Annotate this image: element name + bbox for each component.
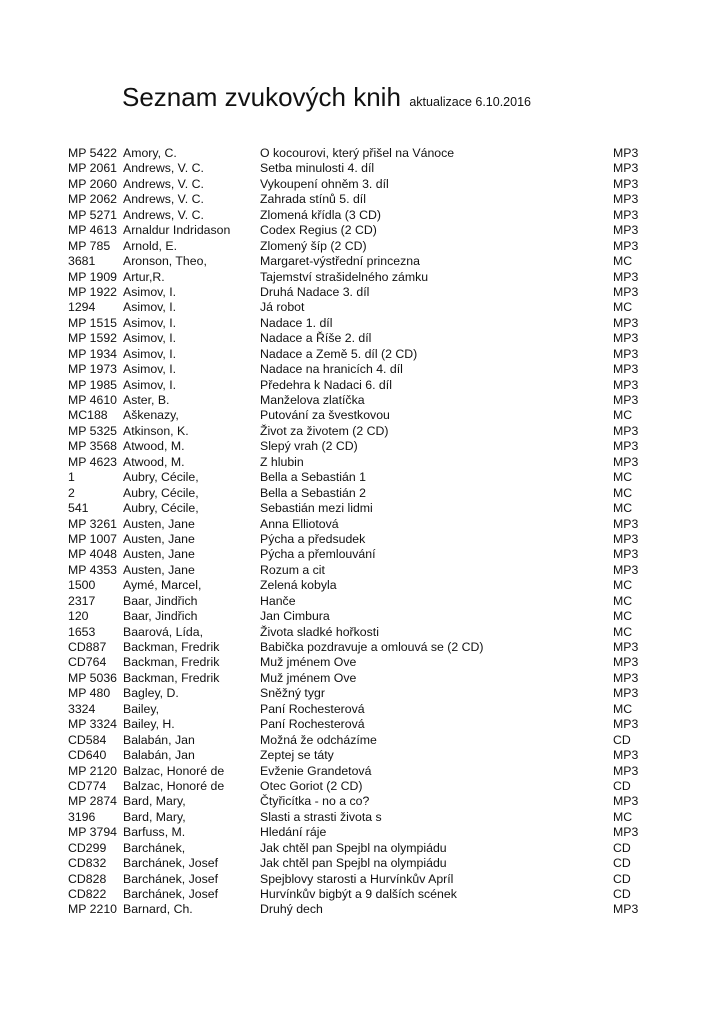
item-author: Aronson, Theo, [123,254,207,269]
item-format: MC [613,501,633,516]
item-author: Amory, C. [123,146,177,160]
list-item [68,825,668,840]
item-author: Barchánek, Josef [123,871,219,886]
item-code: CD584 [68,732,107,747]
item-title: Spejblovy starosti a Hurvínkův Apríl [260,871,454,886]
item-code: MP 4623 [68,454,117,469]
item-title: Života sladké hořkosti [260,624,379,639]
item-author: Balabán, Jan [123,748,195,763]
item-author: Atkinson, K. [123,423,189,438]
item-format: MP3 [613,176,639,191]
item-title: Evženie Grandetová [260,763,372,778]
item-format: MP3 [613,331,639,346]
item-title: Druhá Nadace 3. díl [260,284,370,299]
audiobook-list [68,146,668,918]
item-author: Barchánek, [123,840,186,855]
list-item [68,239,668,254]
item-format: MC [613,254,633,269]
item-title: Hurvínkův bigbýt a 9 dalších scének [260,887,457,901]
item-author: Baarová, Lída, [123,624,203,639]
item-title: Možná že odcházíme [260,732,377,747]
item-author: Bailey, [123,701,159,716]
item-author: Andrews, V. C. [123,207,204,222]
list-item [68,671,668,686]
list-item [68,470,668,485]
item-code: 3681 [68,254,96,269]
item-author: Austen, Jane [123,531,195,546]
item-code: CD299 [68,840,107,855]
item-author: Arnaldur Indridason [123,223,231,238]
item-format: MP3 [613,207,639,222]
item-title: Otec Goriot (2 CD) [260,778,363,793]
list-item [68,872,668,887]
list-item [68,177,668,192]
list-item [68,161,668,176]
item-title: Codex Regius (2 CD) [260,223,377,238]
item-format: MC [613,470,633,485]
item-title: Nadace a Říše 2. díl [260,331,372,346]
list-item [68,347,668,362]
list-item [68,331,668,346]
list-item [68,779,668,794]
item-code: CD640 [68,748,107,763]
item-title: Rozum a cit [260,562,325,577]
item-code: MP 1985 [68,377,117,392]
item-author: Bailey, H. [123,717,175,732]
item-code: 1 [68,470,75,485]
page-title [122,82,531,113]
item-title: Sebastián mezi lidmi [260,501,373,516]
item-format: MP3 [613,562,639,577]
item-title: Tajemství strašidelného zámku [260,269,429,284]
item-format: MP3 [613,516,639,531]
item-code: MP 1007 [68,531,117,546]
item-author: Bagley, D. [123,686,179,701]
item-code: MP 5422 [68,146,117,160]
item-code: MP 3794 [68,825,117,840]
item-format: MP3 [613,284,639,299]
list-item [68,841,668,856]
list-item [68,686,668,701]
item-format: MP3 [613,362,639,377]
list-item [68,794,668,809]
list-item [68,439,668,454]
item-format: MP3 [613,547,639,562]
item-title: Bella a Sebastián 1 [260,470,366,485]
item-code: MP 5325 [68,423,117,438]
item-author: Barchánek, Josef [123,887,219,901]
item-format: CD [613,871,631,886]
item-author: Barfuss, M. [123,825,186,840]
list-item [68,517,668,532]
item-format: MC [613,701,633,716]
item-author: Baar, Jindřich [123,609,198,624]
item-format: MP3 [613,423,639,438]
item-code: 3196 [68,809,96,824]
item-code: CD887 [68,640,107,654]
list-item [68,270,668,285]
item-title: Zlomená křídla (3 CD) [260,207,381,222]
item-code: 1653 [68,624,96,639]
item-code: CD832 [68,856,107,871]
item-code: 120 [68,609,89,624]
item-format: MC [613,809,633,824]
list-item [68,223,668,238]
item-title: Slepý vrah (2 CD) [260,439,358,454]
list-item [68,192,668,207]
item-author: Asimov, I. [123,284,177,299]
item-code: MC188 [68,408,108,423]
item-author: Aubry, Cécile, [123,485,199,500]
item-format: MP3 [613,640,639,654]
item-author: Austen, Jane [123,516,195,531]
item-title: Jak chtěl pan Spejbl na olympiádu [260,856,447,871]
item-author: Asimov, I. [123,362,177,377]
item-code: MP 4048 [68,547,117,562]
item-title: Babička pozdravuje a omlouvá se (2 CD) [260,640,484,654]
item-code: CD774 [68,778,107,793]
item-title: Druhý dech [260,902,323,917]
item-format: MC [613,609,633,624]
item-format: MC [613,485,633,500]
item-code: MP 1909 [68,269,117,284]
item-format: MP3 [613,902,639,917]
list-item [68,316,668,331]
item-format: MP3 [613,146,639,160]
item-author: Atwood, M. [123,439,185,454]
item-title: Paní Rochesterová [260,701,365,716]
item-code: MP 2210 [68,902,117,917]
item-code: MP 4610 [68,393,117,407]
item-author: Artur,R. [123,269,165,284]
item-format: MC [613,578,633,593]
item-title: Nadace na hranicích 4. díl [260,362,403,377]
list-item [68,208,668,223]
item-author: Aubry, Cécile, [123,470,199,485]
item-code: MP 3568 [68,439,117,454]
item-code: MP 5271 [68,207,117,222]
item-author: Austen, Jane [123,562,195,577]
item-format: CD [613,887,631,901]
item-code: MP 1592 [68,331,117,346]
item-author: Barnard, Ch. [123,902,193,917]
item-format: MP3 [613,315,639,330]
list-item [68,856,668,871]
list-item [68,408,668,423]
item-format: MP3 [613,439,639,454]
list-item [68,285,668,300]
item-format: MP3 [613,223,639,238]
item-author: Aster, B. [123,393,170,407]
item-code: MP 2061 [68,161,117,176]
item-title: Nadace 1. díl [260,315,333,330]
item-author: Atwood, M. [123,454,185,469]
update-date: aktualizace 6.10.2016 [409,95,531,109]
item-code: CD822 [68,887,107,901]
list-item [68,887,668,902]
item-author: Baar, Jindřich [123,593,198,608]
item-title: Nadace a Země 5. díl (2 CD) [260,346,418,361]
list-item [68,378,668,393]
item-author: Backman, Fredrik [123,655,220,670]
item-format: CD [613,732,631,747]
item-code: MP 2062 [68,192,117,207]
item-format: CD [613,840,631,855]
item-author: Balabán, Jan [123,732,195,747]
item-title: Vykoupení ohněm 3. díl [260,176,389,191]
list-item [68,455,668,470]
item-author: Asimov, I. [123,315,177,330]
item-code: MP 1922 [68,284,117,299]
list-item [68,393,668,408]
item-code: CD828 [68,871,107,886]
item-code: 541 [68,501,89,516]
item-title: Já robot [260,300,305,315]
item-code: MP 1515 [68,315,117,330]
item-author: Andrews, V. C. [123,192,204,207]
list-item [68,563,668,578]
item-title: Zeptej se táty [260,748,334,763]
item-author: Asimov, I. [123,331,177,346]
item-title: Putování za švestkovou [260,408,390,423]
item-author: Austen, Jane [123,547,195,562]
item-author: Balzac, Honoré de [123,778,225,793]
item-code: MP 4353 [68,562,117,577]
item-author: Asimov, I. [123,377,177,392]
item-author: Bard, Mary, [123,809,186,824]
list-item [68,362,668,377]
item-code: MP 3261 [68,516,117,531]
item-format: MP3 [613,531,639,546]
item-title: Muž jménem Ove [260,655,357,670]
item-title: Pýcha a přemlouvání [260,547,376,562]
item-format: MP3 [613,717,639,732]
item-format: MP3 [613,269,639,284]
item-title: Zahrada stínů 5. díl [260,192,366,207]
item-format: MP3 [613,763,639,778]
item-code: MP 5036 [68,670,117,685]
item-format: MC [613,300,633,315]
item-format: MP3 [613,454,639,469]
item-title: Pýcha a předsudek [260,531,366,546]
item-title: Hledání ráje [260,825,327,840]
item-format: MP3 [613,161,639,176]
list-item [68,609,668,624]
item-author: Asimov, I. [123,346,177,361]
item-code: 2 [68,485,75,500]
item-title: Čtyřicítka - no a co? [260,794,370,809]
list-item [68,625,668,640]
item-title: Zlomený šíp (2 CD) [260,238,367,253]
item-format: MP3 [613,393,639,407]
item-author: Andrews, V. C. [123,176,204,191]
item-author: Asimov, I. [123,300,177,315]
item-code: 1294 [68,300,96,315]
item-author: Aymé, Marcel, [123,578,202,593]
item-title: Život za životem (2 CD) [260,423,389,438]
item-title: Anna Elliotová [260,516,339,531]
list-item [68,578,668,593]
list-item [68,501,668,516]
item-code: MP 785 [68,238,111,253]
list-item [68,254,668,269]
item-title: Předehra k Nadaci 6. díl [260,377,392,392]
item-code: CD764 [68,655,107,670]
item-code: MP 2874 [68,794,117,809]
item-title: Zelená kobyla [260,578,337,593]
item-title: Paní Rochesterová [260,717,365,732]
item-format: MC [613,593,633,608]
item-title: Manželova zlatíčka [260,393,365,407]
item-format: MP3 [613,192,639,207]
item-format: MP3 [613,794,639,809]
item-author: Backman, Fredrik [123,670,220,685]
item-title: Hanče [260,593,296,608]
item-format: MP3 [613,377,639,392]
item-title: Sněžný tygr [260,686,325,701]
list-item [68,764,668,779]
item-format: CD [613,856,631,871]
list-item [68,424,668,439]
item-format: MP3 [613,686,639,701]
item-code: MP 4613 [68,223,117,238]
document-title: Seznam zvukových knih [122,82,401,112]
item-title: Setba minulosti 4. díl [260,161,375,176]
item-code: 1500 [68,578,96,593]
item-author: Aubry, Cécile, [123,501,199,516]
list-item [68,547,668,562]
list-item [68,655,668,670]
item-title: Jak chtěl pan Spejbl na olympiádu [260,840,447,855]
item-format: MC [613,624,633,639]
item-author: Balzac, Honoré de [123,763,225,778]
list-item [68,717,668,732]
item-title: Jan Cimbura [260,609,330,624]
item-author: Backman, Fredrik [123,640,220,654]
list-item [68,300,668,315]
item-code: MP 480 [68,686,111,701]
item-code: MP 1973 [68,362,117,377]
item-format: MP3 [613,748,639,763]
item-title: O kocourovi, který přišel na Vánoce [260,146,455,160]
item-title: Z hlubin [260,454,304,469]
item-format: MP3 [613,825,639,840]
item-format: MP3 [613,655,639,670]
list-item [68,810,668,825]
list-item [68,748,668,763]
item-code: 2317 [68,593,96,608]
item-code: 3324 [68,701,96,716]
item-format: CD [613,778,631,793]
list-item [68,146,668,161]
item-format: MC [613,408,633,423]
item-code: MP 3324 [68,717,117,732]
item-author: Barchánek, Josef [123,856,219,871]
list-item [68,486,668,501]
list-item [68,733,668,748]
item-format: MP3 [613,670,639,685]
item-author: Aškenazy, [123,408,179,423]
item-format: MP3 [613,238,639,253]
list-item [68,532,668,547]
item-code: MP 2060 [68,176,117,191]
item-code: MP 2120 [68,763,117,778]
list-item [68,902,668,917]
item-title: Margaret-výstřední princezna [260,254,420,269]
item-title: Bella a Sebastián 2 [260,485,366,500]
list-item [68,594,668,609]
list-item [68,702,668,717]
item-author: Arnold, E. [123,238,177,253]
item-author: Andrews, V. C. [123,161,204,176]
item-code: MP 1934 [68,346,117,361]
item-title: Muž jménem Ove [260,670,357,685]
item-title: Slasti a strasti života s [260,809,382,824]
item-author: Bard, Mary, [123,794,186,809]
item-format: MP3 [613,346,639,361]
list-item [68,640,668,655]
